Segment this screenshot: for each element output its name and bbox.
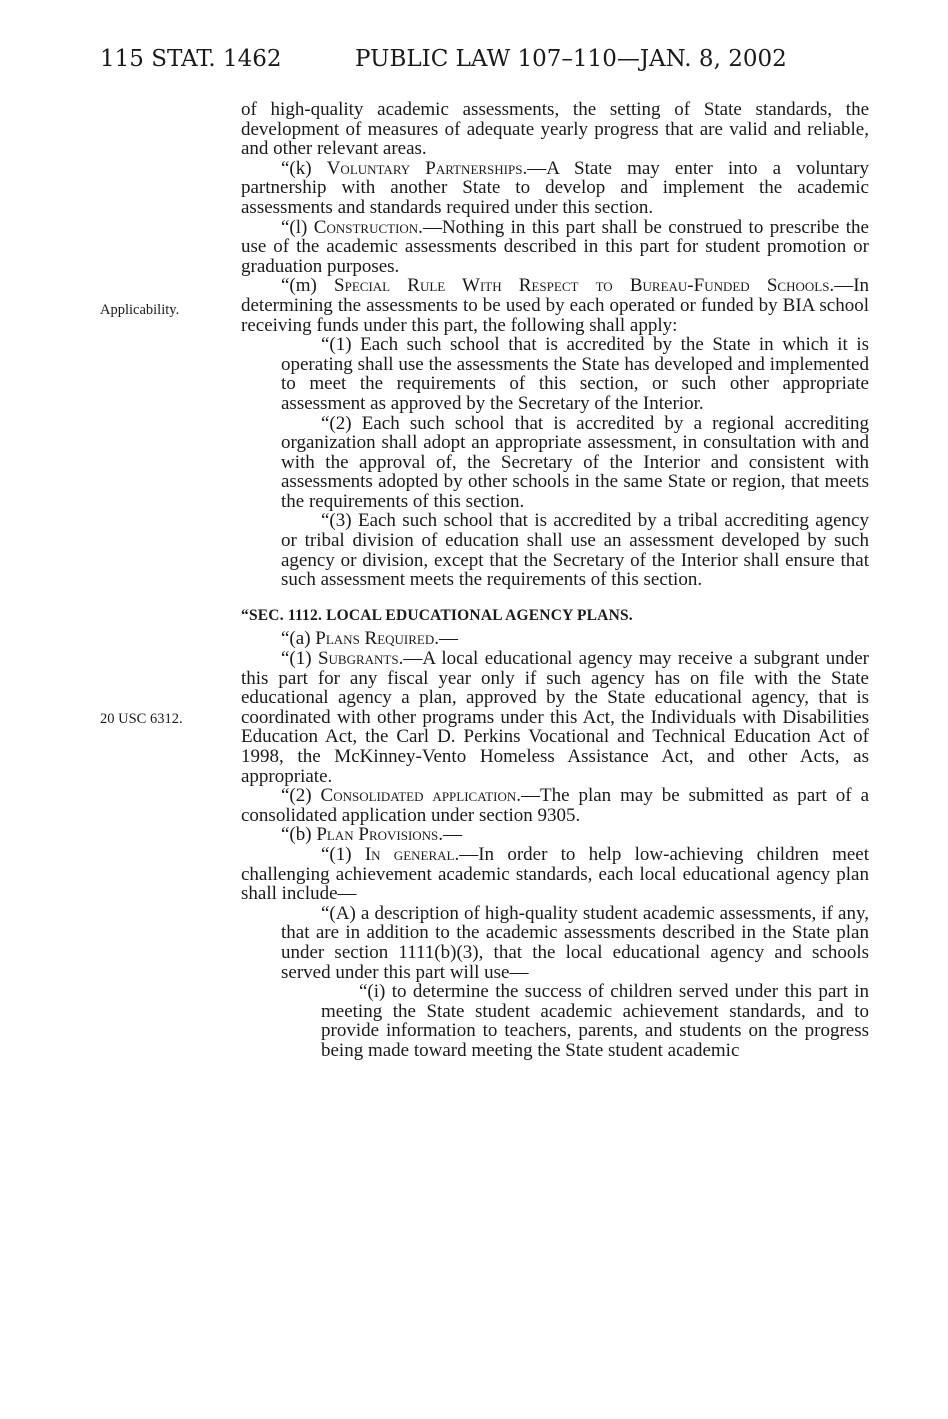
paragraph-b1 — [241, 845, 869, 904]
subsection-l-heading: Construction. — [313, 216, 423, 238]
paragraph-b1-body: —In order to help low-achieving children meet challenging achievement academic standards, each local educational agency plan shall include— — [241, 843, 870, 905]
subsection-b-open: “(b) — [281, 824, 317, 846]
section-heading: “SEC. 1112. LOCAL EDUCATIONAL AGENCY PLANS. — [241, 606, 633, 624]
paragraph-a1-open: “(1) — [281, 648, 318, 670]
subsection-l-open: “(l) — [281, 216, 314, 238]
subsection-b-dash: — — [443, 824, 463, 846]
paragraph-b1-open: “(1) — [321, 843, 365, 865]
paragraph-m2 — [241, 414, 869, 512]
subsection-a-open: “(a) — [281, 628, 316, 650]
subsection-m-heading: Special Rule With Respect to Bureau-Funded Schools. — [334, 275, 835, 297]
paragraph-a1 — [241, 649, 869, 786]
paragraph-a1-heading: Subgrants. — [317, 648, 404, 670]
running-title: PUBLIC LAW 107–110—JAN. 8, 2002 — [355, 46, 787, 72]
subsection-m-open: “(m) — [281, 275, 335, 297]
subsection-a-dash: — — [439, 628, 459, 650]
margin-note-applicability: Applicability. — [100, 302, 180, 318]
margin-note-usc: 20 USC 6312. — [100, 711, 183, 727]
subsection-l — [241, 218, 869, 277]
page-number: 115 STAT. 1462 — [100, 46, 282, 72]
paragraph-a1-body: —A local educational agency may receive a subgrant under this part for any fiscal year only if such agency has on file with the State educational agency a plan, approved by the State educational agency, that is coordinated with other programs under this Act, the Individuals with Disabilities Education Act, the Carl D. Perkins Vocational and Technical Education Act of 1998, the McKinney-Vento Homeless Assistance Act, and other Acts, as appropriate. — [241, 648, 869, 787]
subsection-a-heading: Plans Required. — [315, 628, 440, 650]
subsection-l-body: —Nothing in this part shall be construed to prescribe the use of the academic assessments described in this part for student promotion or graduation purposes. — [241, 216, 869, 277]
subparagraph-bA-text: “(A) a description of high-quality student academic assessments, if any, that are in addition to the academic assessments described in the State plan under section 1111(b)(3), that the local educational agency and schools served under this part will use— — [281, 902, 869, 983]
subsection-k-open: “(k) — [281, 157, 327, 179]
subsection-a — [241, 629, 869, 649]
subparagraph-bA — [241, 904, 869, 982]
subsection-b — [241, 825, 869, 845]
paragraph-a2 — [241, 786, 869, 825]
paragraph-m2-text: “(2) Each such school that is accredited by a regional accrediting organization shall adopt an appropriate assessment, in consultation with and with the approval of, the Secretary of the Interior and consistent with assessments adopted by other schools in the same State or region, that meets the requirements of this section. — [281, 412, 869, 512]
paragraph-a2-body: —The plan may be submitted as part of a consolidated application under section 9305. — [241, 785, 869, 826]
paragraph-b1-heading: In general. — [364, 843, 460, 865]
subsection-k — [241, 159, 869, 218]
page-header — [0, 46, 948, 76]
paragraph-m3 — [241, 511, 869, 589]
paragraph-m3-text: “(3) Each such school that is accredited by a tribal accrediting agency or tribal division of education shall use an assessment developed by such agency or division, except that the Secretary of the Interior shall ensure that such assessment meets the requirements of this section. — [281, 510, 869, 591]
paragraph-m1 — [241, 335, 869, 413]
clause-bAi-text: “(i) to determine the success of children served under this part in meeting the State student academic achievement standards, and to provide information to teachers, parents, and students on the progress being made toward meeting the State student academic — [321, 981, 869, 1061]
subsection-k-heading: Voluntary Partnerships. — [326, 157, 528, 179]
subsection-m — [241, 276, 869, 335]
paragraph-m1-text: “(1) Each such school that is accredited by the State in which it is operating shall use the assessments the State has developed and implemented to meet the requirements of this section, or such other appropriate assessment as approved by the Secretary of the Interior. — [281, 334, 869, 414]
paragraph-a2-heading: Consolidated application. — [320, 785, 521, 807]
paragraph-a2-open: “(2) — [281, 785, 321, 807]
subsection-m-body: —In determining the assessments to be used by each operated or funded by BIA school receiving funds under this part, the following shall apply: — [241, 275, 870, 336]
document-body — [241, 100, 869, 1061]
clause-bAi — [241, 982, 869, 1060]
subsection-b-heading: Plan Provisions. — [316, 824, 444, 846]
paragraph-continuation: of high-quality academic assessments, the setting of State standards, the development of measures of adequate yearly progress that are valid and reliable, and other relevant areas. — [241, 99, 869, 160]
subsection-k-body: —A State may enter into a voluntary partnership with another State to develop and implement the academic assessments and standards required under this section. — [241, 157, 870, 218]
